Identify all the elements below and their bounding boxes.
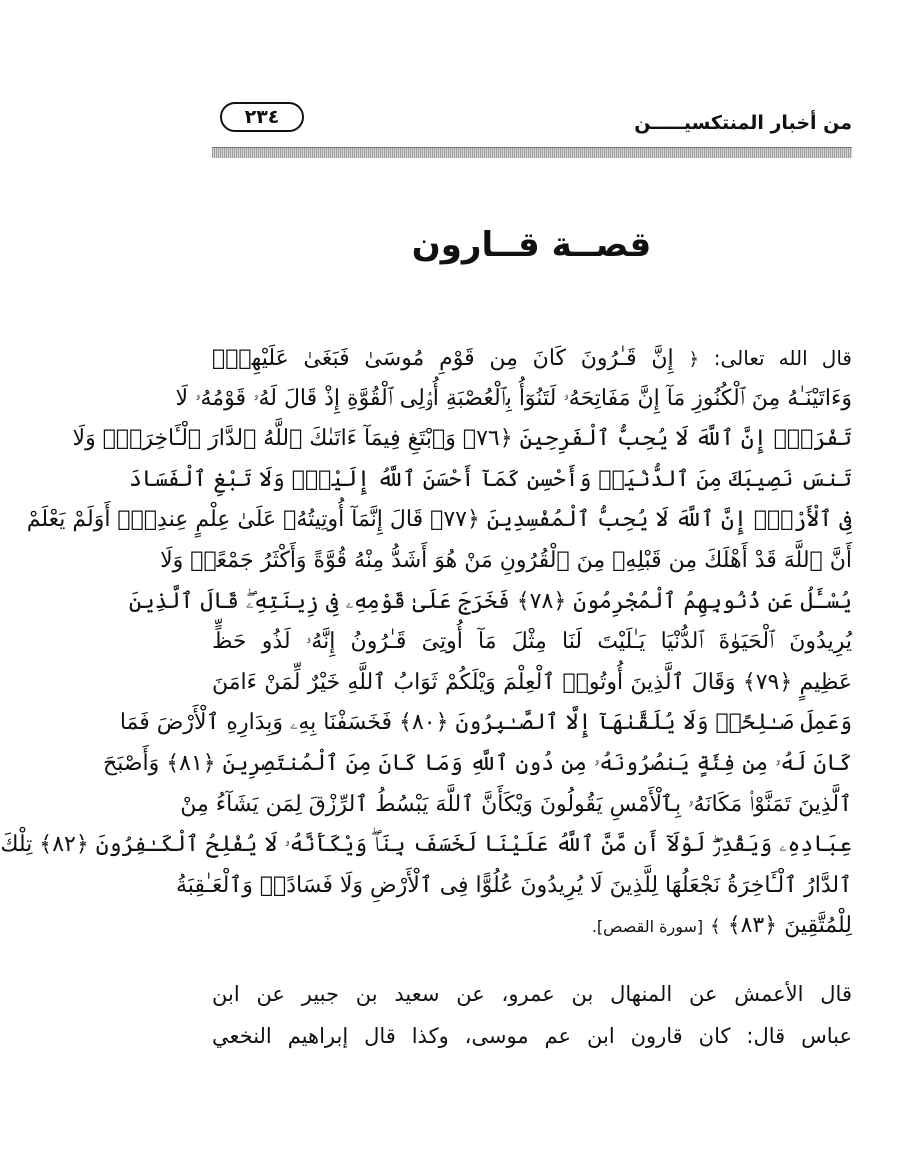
- quran-verse-block: [0, 338, 852, 947]
- page-header: [212, 98, 852, 142]
- header-divider: [212, 147, 852, 158]
- verse-line: تَفْرَحْۖ إِنَّ ٱللَّهَ لَا يُحِبُّ ٱلْفَرِحِينَ ﴿٧٦﴾ وَٱبْتَغِ فِيمَآ ءَاتَىٰكَ ٱللَّهُ ٱلدَّارَ ٱلْـَٔاخِرَةَۖ وَلَا: [72, 426, 852, 452]
- verse-line: [212, 338, 852, 379]
- chapter-title: قصــة قــارون: [411, 225, 652, 265]
- verse-text: لِلْمُتَّقِينَ ﴿٨٣﴾: [727, 913, 852, 939]
- commentary-line: عباس قال: كان قارون ابن عم موسى، وكذا قال إبراهيم النخعي: [212, 1024, 852, 1048]
- verse-line: عَظِيمٍ ﴿٧٩﴾ وَقَالَ ٱلَّذِينَ أُوتُوا۟ ٱلْعِلْمَ وَيْلَكُمْ ثَوَابُ ٱللَّهِ خَيْرٌ لِّمَنْ ءَامَنَ: [212, 669, 852, 695]
- close-bracket: ﴾: [710, 916, 721, 938]
- verse-line: ٱلَّذِينَ تَمَنَّوْا۟ مَكَانَهُۥ بِٱلْأَمْسِ يَقُولُونَ وَيْكَأَنَّ ٱللَّهَ يَبْسُطُ ٱلرِّزْقَ لِمَن يَشَآءُ مِنْ: [180, 791, 852, 817]
- verse-line: عِبَادِهِۦ وَيَقْدِرُۖ لَوْلَآ أَن مَّنَّ ٱللَّهُ عَلَيْنَا لَخَسَفَ بِنَاۖ وَيْكَأَنَّهُۥ لَا يُفْلِحُ ٱلْكَـٰفِرُونَ ﴿٨٢﴾ تِلْكَ: [0, 832, 852, 858]
- surah-reference: [سورة القصص].: [591, 917, 704, 937]
- verse-line: يُسْـَٔلُ عَن ذُنُوبِهِمُ ٱلْمُجْرِمُونَ ﴿٧٨﴾ فَخَرَجَ عَلَىٰ قَوْمِهِۦ فِى زِينَتِهِۦۖ قَالَ ٱلَّذِينَ: [128, 588, 852, 614]
- verse-line: وَءَاتَيْنَـٰهُ مِنَ ٱلْكُنُوزِ مَآ إِنَّ مَفَاتِحَهُۥ لَتَنُوٓأُ بِٱلْعُصْبَةِ أُو۟لِى ٱلْقُوَّةِ إِذْ قَالَ لَهُۥ قَوْمُهُۥ لَا: [175, 385, 852, 411]
- commentary-paragraph: [212, 973, 852, 1057]
- verse-line: تَنسَ نَصِيبَكَ مِنَ ٱلدُّنْيَاۖ وَأَحْسِن كَمَآ أَحْسَنَ ٱللَّهُ إِلَيْكَۖ وَلَا تَبْغِ ٱلْفَسَادَ: [128, 466, 852, 492]
- verse-line: فِى ٱلْأَرْضِۖ إِنَّ ٱللَّهَ لَا يُحِبُّ ٱلْمُفْسِدِينَ ﴿٧٧﴾ قَالَ إِنَّمَآ أُوتِيتُهُۥ عَلَىٰ عِلْمٍ عِندِىٓۚ أَوَلَمْ يَعْلَمْ: [26, 507, 852, 533]
- page-number: ٢٣٤: [220, 102, 304, 132]
- verse-line: كَانَ لَهُۥ مِن فِئَةٍ يَنصُرُونَهُۥ مِن دُونِ ٱللَّهِ وَمَا كَانَ مِنَ ٱلْمُنتَصِرِينَ ﴿٨١﴾ وَأَصْبَحَ: [103, 750, 852, 776]
- open-bracket: ﴿: [688, 349, 699, 370]
- verse-line: وَعَمِلَ صَـٰلِحًاۚ وَلَا يُلَقَّىٰهَآ إِلَّا ٱلصَّـٰبِرُونَ ﴿٨٠﴾ فَخَسَفْنَا بِهِۦ وَبِدَارِهِ ٱلْأَرْضَ فَمَا: [119, 710, 852, 736]
- commentary-line: قال الأعمش عن المنهال بن عمرو، عن سعيد بن جبير عن ابن: [212, 982, 852, 1006]
- verse-line: يُرِيدُونَ ٱلْحَيَوٰةَ ٱلدُّنْيَا يَـٰلَيْتَ لَنَا مِثْلَ مَآ أُوتِىَ قَـٰرُونُ إِنَّهُۥ لَذُو حَظٍّ: [212, 629, 852, 655]
- verse-line: [212, 906, 852, 947]
- verse-intro: قال الله تعالى:: [713, 346, 852, 370]
- verse-line: أَنَّ ٱللَّهَ قَدْ أَهْلَكَ مِن قَبْلِهِۦ مِنَ ٱلْقُرُونِ مَنْ هُوَ أَشَدُّ مِنْهُ قُوَّةً وَأَكْثَرُ جَمْعًاۚ وَلَا: [160, 547, 852, 573]
- running-title: من أخبار المنتكسيـــــن: [634, 112, 852, 134]
- verse-line: ٱلدَّارُ ٱلْـَٔاخِرَةُ نَجْعَلُهَا لِلَّذِينَ لَا يُرِيدُونَ عُلُوًّا فِى ٱلْأَرْضِ وَلَا فَسَادًاۚ وَٱلْعَـٰقِبَةُ: [176, 872, 852, 898]
- verse-text: إِنَّ قَـٰرُونَ كَانَ مِن قَوْمِ مُوسَىٰ فَبَغَىٰ عَلَيْهِمْۖ: [212, 346, 674, 371]
